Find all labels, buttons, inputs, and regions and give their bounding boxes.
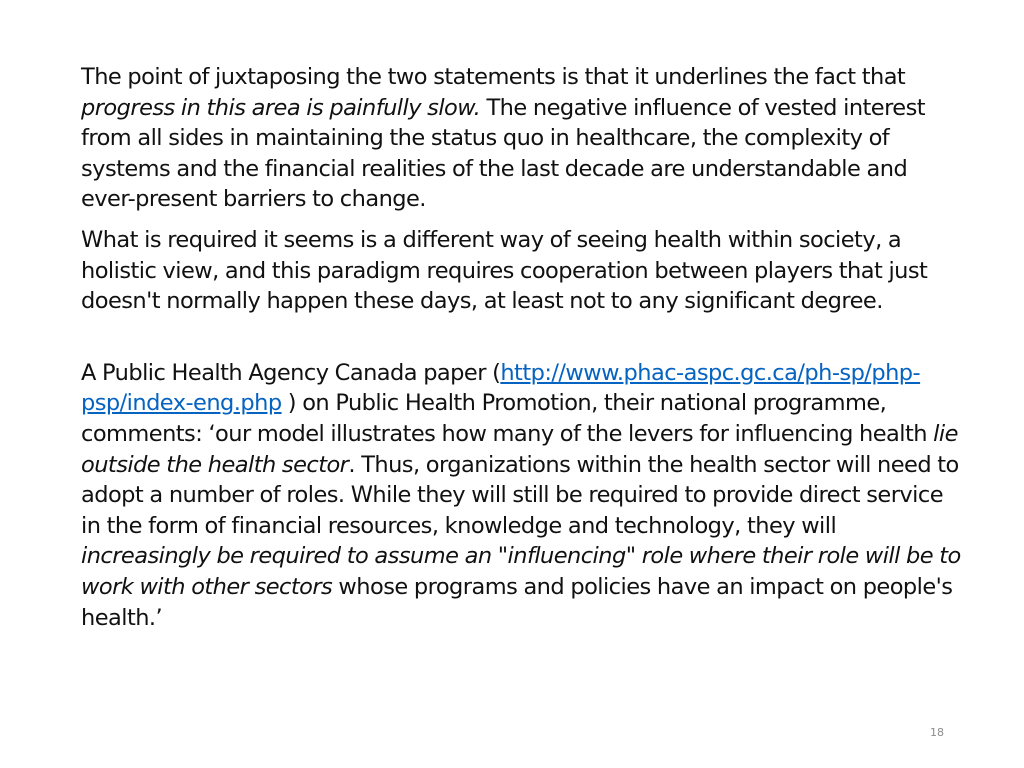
paragraph-3-text-a: A Public Health Agency Canada paper (: [81, 359, 501, 386]
paragraph-2-text: What is required it seems is a different way of seeing health within society, a holistic view, and this paradigm requires cooperation between players that just doesn't normally happen these days, at least not to any significant degree.: [81, 226, 928, 315]
paragraph-1-italic-emphasis: progress in this area is painfully slow.: [81, 94, 481, 121]
paragraph-holistic-view: [81, 225, 961, 317]
phac-paper-link[interactable]: http://www.phac-aspc.gc.ca/ph-sp/php-psp/index-eng.php: [81, 359, 921, 417]
paragraph-1-text-b: The negative influence of vested interest from all sides in maintaining the status quo in healthcare, the complexity of systems and the financial realities of the last decade are understandable and ever-present barriers to change.: [81, 94, 926, 213]
slide-body: [81, 62, 961, 633]
paragraph-3-italic-outside-sector: lie outside the health sector: [81, 420, 958, 478]
paragraph-3-text-b: ) on Public Health Promotion, their national programme, comments: ‘our model illustrates how many of the levers for influencing health: [81, 390, 934, 447]
paragraph-3-text-d: whose programs and policies have an impact on people's health.’: [81, 573, 953, 631]
paragraph-1-text-a: The point of juxtaposing the two statements is that it underlines the fact that: [81, 64, 906, 90]
paragraph-3-italic-influencing-role: increasingly be required to assume an "influencing" role where their role will be to work with other sectors: [81, 543, 961, 600]
paragraph-juxtaposing: [81, 62, 961, 215]
slide-number: 18: [930, 726, 944, 739]
paragraph-phac-quote: [81, 358, 961, 633]
paragraph-3-text-c: . Thus, organizations within the health sector will need to adopt a number of roles. While they will still be required to provide direct service in the form of financial resources, knowledge and technology, they will: [81, 451, 959, 539]
